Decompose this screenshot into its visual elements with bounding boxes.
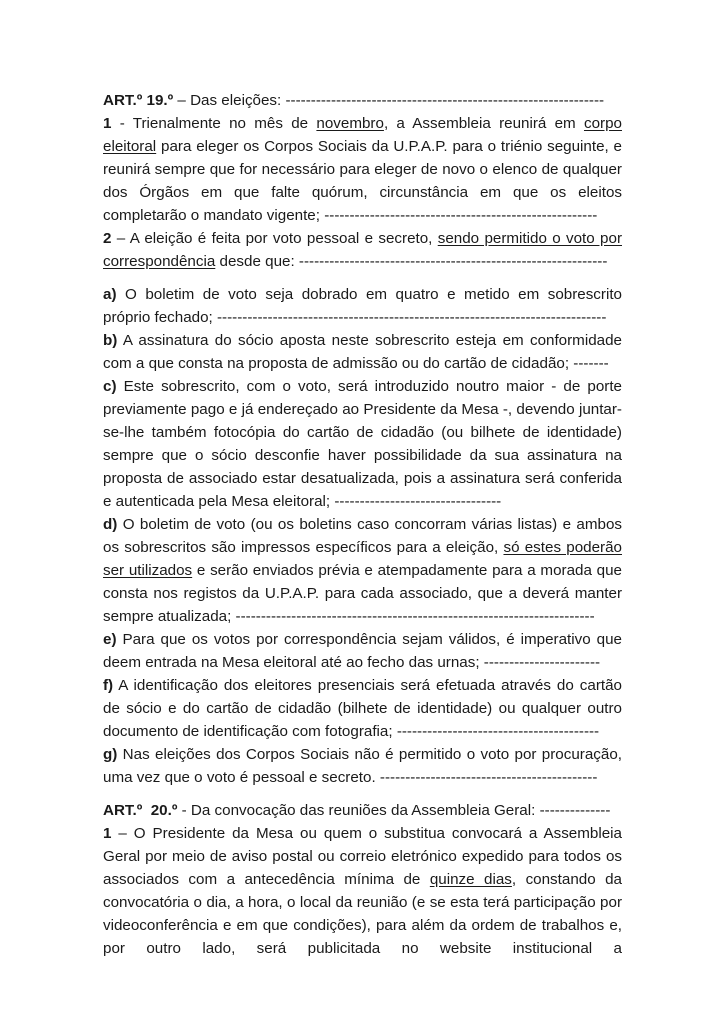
item-b-dashes: ------- [573, 355, 609, 372]
item-a [103, 283, 622, 329]
art20-p1-number: 1 [103, 825, 112, 842]
item-f-label: f) [103, 677, 114, 694]
art19-p1-text-c: para eleger os Corpos Sociais da U.P.A.P. para o triénio seguinte, e reunirá sempre que for necessário para eleger de novo o elenco de qualquer dos Órgãos em que falte quórum, circunstância em que os eleitos completarão o mandato vigente; [103, 138, 622, 224]
document-page [103, 89, 622, 960]
item-e [103, 628, 622, 674]
item-e-text: Para que os votos por correspondência sejam válidos, é imperativo que deem entrada na Mesa eleitoral até ao fecho das urnas; [103, 631, 622, 671]
item-c-dashes: --------------------------------- [334, 493, 502, 510]
art19-p1-number: 1 [103, 115, 112, 132]
art20-heading [103, 799, 622, 822]
art20-heading-text: - Da convocação das reuniões da Assembleia Geral: [177, 802, 540, 819]
item-d-dashes: ----------------------------------------------------------------------- [235, 608, 595, 625]
art19-p1-dashes: ------------------------------------------------------ [324, 207, 598, 224]
item-d-text-a: O boletim de voto (ou os boletins caso concorram várias listas) e ambos os sobrescritos são impressos específicos para a eleição, [103, 516, 622, 556]
item-b [103, 329, 622, 375]
art19-heading-text: – Das eleições: [173, 92, 286, 109]
art19-p2-text-a: – A eleição é feita por voto pessoal e secreto, [111, 230, 438, 247]
art19-heading [103, 89, 622, 112]
item-f-text: A identificação dos eleitores presenciais será efetuada através do cartão de sócio e do cartão de cidadão (bilhete de identidade) ou qualquer outro documento de identificação com fotografia; [103, 677, 622, 740]
art19-p2-number: 2 [103, 230, 112, 247]
art19-p1-text-b: , a Assembleia reunirá em [383, 115, 584, 132]
item-a-label: a) [103, 286, 117, 303]
art19-paragraph-1 [103, 112, 622, 227]
art19-heading-dashes: --------------------------------------------------------------- [285, 92, 605, 109]
art19-p2-underline: sendo permitido o voto por correspondência [103, 230, 622, 270]
item-a-dashes: ----------------------------------------------------------------------------- [216, 309, 607, 326]
spacer [103, 789, 622, 799]
art20-paragraph-1 [103, 822, 622, 960]
item-g-label: g) [103, 746, 118, 763]
art19-p1-text-a: - Trienalmente no mês de [111, 115, 317, 132]
item-d-underline: só estes poderão ser utilizados [103, 539, 622, 579]
art20-p1-text-b: , constando da convocatória o dia, a hora, o local da reunião (e se esta terá participação por videoconferência e em que condições), para além da ordem de trabalhos e, por outro lado, será publicitada no website institucional a [103, 871, 622, 957]
item-f-dashes: ---------------------------------------- [396, 723, 600, 740]
item-g-dashes: ------------------------------------------- [379, 769, 598, 786]
item-d-label: d) [103, 516, 118, 533]
art20-p1-text-a: – O Presidente da Mesa ou quem o substitua convocará a Assembleia Geral por meio de aviso postal ou correio eletrónico expedido para todos os associados com a antecedência mínima de [103, 825, 622, 888]
art20-heading-dashes: -------------- [539, 802, 611, 819]
spacer [103, 273, 622, 283]
item-a-text: O boletim de voto seja dobrado em quatro e metido em sobrescrito próprio fechado; [103, 286, 622, 326]
art19-p2-dashes: ------------------------------------------------------------- [298, 253, 608, 270]
art20-p1-underline: quinze dias [429, 871, 512, 888]
item-e-label: e) [103, 631, 117, 648]
art19-p1-underline-novembro: novembro [316, 115, 384, 132]
art19-paragraph-2 [103, 227, 622, 273]
item-g [103, 743, 622, 789]
art19-heading-label: ART.º 19.º [103, 92, 174, 109]
item-e-dashes: ----------------------- [483, 654, 601, 671]
item-b-text: A assinatura do sócio aposta neste sobrescrito esteja em conformidade com a que consta na proposta de admissão ou do cartão de cidadão; [103, 332, 622, 372]
item-b-label: b) [103, 332, 118, 349]
item-c-label: c) [103, 378, 117, 395]
item-d [103, 513, 622, 628]
item-c [103, 375, 622, 513]
item-f [103, 674, 622, 743]
art20-heading-label: ART.º 20.º [103, 802, 178, 819]
art19-p1-underline-corpo-eleitoral: corpo eleitoral [103, 115, 622, 155]
item-g-text: Nas eleições dos Corpos Sociais não é permitido o voto por procuração, uma vez que o voto é pessoal e secreto. [103, 746, 622, 786]
item-c-text: Este sobrescrito, com o voto, será introduzido noutro maior - de porte previamente pago e já endereçado ao Presidente da Mesa -, devendo juntar-se-lhe também fotocópia do cartão de cidadão (ou bilhete de identidade) sempre que o sócio desconfie haver possibilidade da sua assinatura na proposta de associado estar desatualizada, pois a assinatura será conferida e autenticada pela Mesa eleitoral; [103, 378, 622, 510]
item-d-text-b: e serão enviados prévia e atempadamente para a morada que consta nos registos da U.P.A.P. para cada associado, que a deverá manter sempre atualizada; [103, 562, 622, 625]
art19-p2-text-b: desde que: [215, 253, 299, 270]
